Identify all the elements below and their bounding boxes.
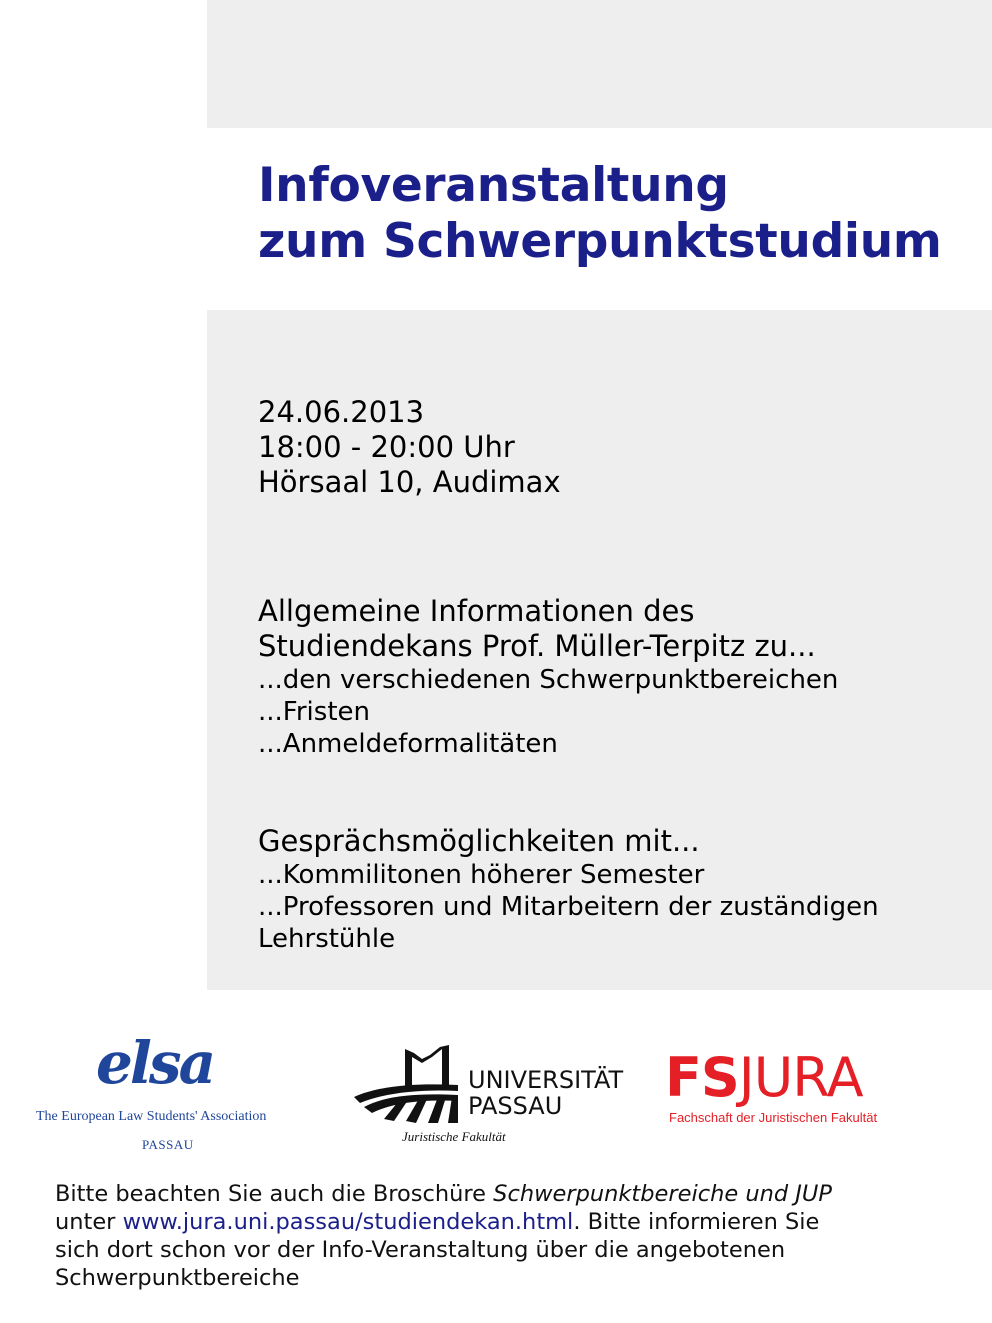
- elsa-wordmark: elsa: [96, 1029, 214, 1097]
- general-info-item: ...den verschiedenen Schwerpunktbereichen: [258, 665, 839, 695]
- note-line-3: sich dort schon vor der Info-Veranstaltung über die angebotenen: [55, 1237, 786, 1263]
- page-title: [258, 158, 978, 270]
- general-info-heading-1: Allgemeine Informationen des: [258, 594, 695, 628]
- general-info-item: ...Anmeldeformalitäten: [258, 729, 558, 759]
- university-faculty: Juristische Fakultät: [402, 1129, 506, 1144]
- university-line-2: PASSAU: [468, 1092, 563, 1120]
- fsjura-subtitle: Fachschaft der Juristischen Fakultät: [669, 1110, 878, 1125]
- fsjura-fs: FS: [665, 1046, 739, 1109]
- title-line-2: zum Schwerpunktstudium: [258, 214, 942, 269]
- university-emblem-icon: [350, 1045, 470, 1127]
- elsa-subtitle: The European Law Students' Association: [36, 1109, 267, 1124]
- talks-heading: Gesprächsmöglichkeiten mit...: [258, 824, 700, 858]
- event-details: [258, 395, 978, 500]
- event-location: Hörsaal 10, Audimax: [258, 465, 561, 499]
- event-time: 18:00 - 20:00 Uhr: [258, 430, 515, 464]
- brochure-title: Schwerpunktbereiche und JUP: [493, 1181, 832, 1207]
- talks-section: [258, 824, 978, 955]
- note-line-1: [55, 1180, 935, 1208]
- university-name: [468, 1067, 623, 1119]
- fsjura-logo: [665, 1046, 925, 1130]
- note-line-4: Schwerpunktbereiche: [55, 1265, 300, 1291]
- talks-item: ...Professoren und Mitarbeitern der zuständigen Lehrstühle: [258, 892, 879, 954]
- studiendekan-link[interactable]: www.jura.uni.passau/studiendekan.html: [122, 1209, 574, 1235]
- general-info-section: [258, 594, 978, 760]
- elsa-city: PASSAU: [142, 1137, 194, 1152]
- note-line-2-post: . Bitte informieren Sie: [573, 1209, 820, 1235]
- note-line-2-pre: unter: [55, 1209, 123, 1235]
- fsjura-jura: JURA: [738, 1046, 863, 1109]
- title-line-1: Infoveranstaltung: [258, 158, 729, 213]
- top-gray-band: [207, 0, 992, 128]
- university-passau-logo: [350, 1045, 650, 1150]
- talks-item: ...Kommilitonen höherer Semester: [258, 860, 705, 890]
- note-line-1-text: Bitte beachten Sie auch die Broschüre: [55, 1181, 494, 1207]
- elsa-logo: [30, 1029, 310, 1155]
- fsjura-wordmark: [665, 1046, 863, 1109]
- note-line-2: [55, 1208, 935, 1236]
- university-line-1: UNIVERSITÄT: [468, 1066, 624, 1094]
- general-info-heading-2: Studiendekans Prof. Müller-Terpitz zu...: [258, 629, 816, 663]
- general-info-item: ...Fristen: [258, 697, 370, 727]
- brochure-note: [55, 1180, 935, 1292]
- event-date: 24.06.2013: [258, 395, 425, 429]
